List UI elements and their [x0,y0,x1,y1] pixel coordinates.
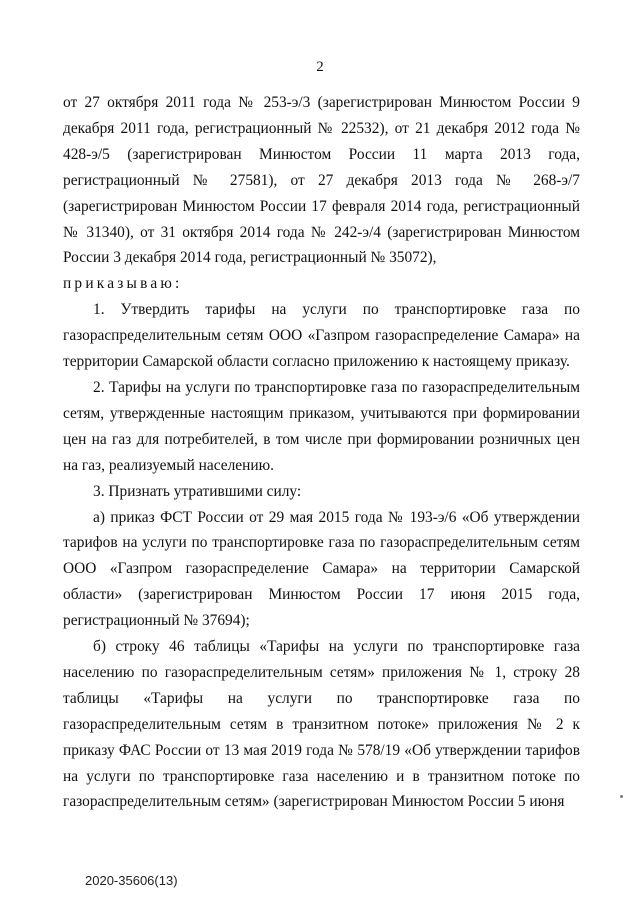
paragraph-item-3b: б) строку 46 таблицы «Тарифы на услуги по транспортировке газа населению по газораспределительным сетям» приложения № 1, строку 28 таблицы «Тарифы на услуги по транспортировке газа по газораспределительным сетям в транзитном потоке» приложения № 2 к приказу ФАС России от 13 мая 2019 года № 578/19 «Об утверждении тарифов на услуги по транспортировке газа населению и в транзитном потоке по газораспределительным сетям» (зарегистрирован Минюстом России 5 июня [63,638,580,811]
order-word: приказываю: [63,275,183,293]
scan-speck [620,795,623,798]
paragraph-item-2: 2. Тарифы на услуги по транспортировке газа по газораспределительным сетям, утвержденные настоящим приказом, учитываются при формировании цен на газ для потребителей, в том числе при формировании розничных цен на газ, реализуемый населению. [63,378,580,474]
paragraph-item-3: 3. Признать утратившими силу: [93,482,302,500]
footer-document-code: 2020-35606(13) [85,873,178,888]
paragraph-item-1: 1. Утвердить тарифы на услуги по транспортировке газа по газораспределительным сетям ООО «Газпром газораспределение Самара» на территории Самарской области согласно приложению к настоящему приказу. [63,301,580,371]
paragraph-opening: от 27 октября 2011 года № 253-э/3 (зарегистрирован Минюстом России 9 декабря 2011 года, регистрационный № 22532), от 21 декабря 2012 года № 428-э/5 (зарегистрирован Минюстом России 11 марта 2013 года, регистрационный № 27581), от 27 декабря 2013 года № 268-э/7 (зарегистрирован Минюстом России 17 февраля 2014 года, регистрационный № 31340), от 31 октября 2014 года № 242-э/4 (зарегистрирован Минюстом России 3 декабря 2014 года, регистрационный № 35072), [63,94,580,267]
document-body [63,90,580,815]
paragraph-item-3a: а) приказ ФСТ России от 29 мая 2015 года № 193-э/6 «Об утверждении тарифов на услуги по транспортировке газа по газораспределительным сетям ООО «Газпром газораспределение Самара» на территории Самарской области» (зарегистрирован Минюстом России 17 июня 2015 года, регистрационный № 37694); [63,508,580,630]
page-number: 2 [316,59,324,75]
